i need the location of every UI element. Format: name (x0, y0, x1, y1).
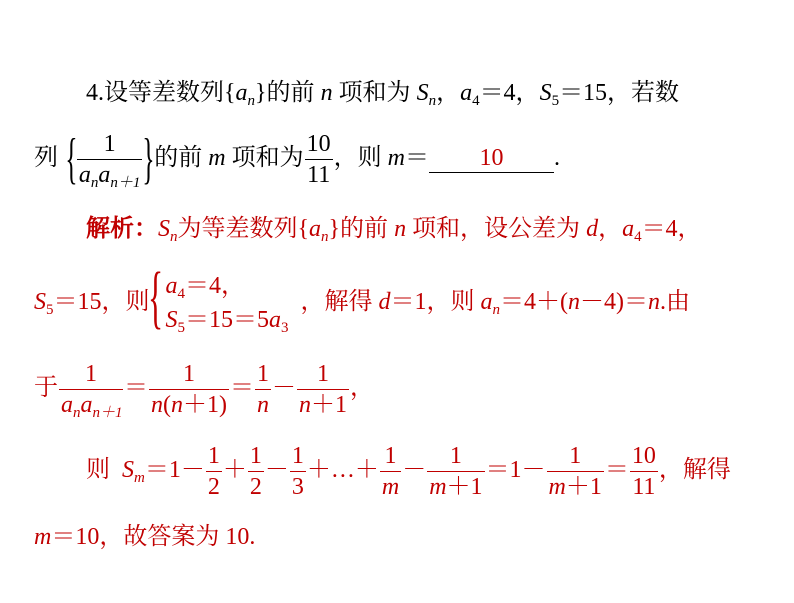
sub: m (134, 470, 145, 486)
var: a (622, 216, 635, 242)
numerator: 1 (255, 362, 271, 390)
system-row (166, 269, 289, 303)
text: ， (350, 375, 374, 401)
fraction (77, 130, 143, 191)
text: ＋…＋ (306, 457, 379, 483)
text: ＝1，则 (390, 289, 475, 315)
text: ( (163, 391, 171, 418)
var: m (34, 524, 52, 550)
numerator: 1 (77, 132, 143, 160)
sub: n (428, 93, 437, 109)
var: S (34, 289, 46, 315)
numerator: 1 (149, 362, 229, 390)
fraction (305, 132, 333, 187)
solution-line-4 (86, 438, 731, 502)
text: 项和为 (231, 145, 304, 171)
var: a (98, 161, 111, 188)
denominator: 2 (249, 473, 262, 500)
text: ＝4＋( (500, 289, 568, 315)
var: a (269, 307, 281, 334)
var: S (165, 307, 178, 334)
text: ＝ (230, 375, 254, 401)
sub: 4 (177, 286, 185, 303)
denominator: 2 (207, 473, 220, 500)
var: n (299, 391, 311, 418)
text: . (553, 145, 560, 171)
text: ＋ (222, 457, 247, 483)
sub: 5 (551, 93, 560, 109)
text: ， (598, 216, 623, 242)
text: ＝ (124, 375, 148, 401)
text: ＝10，故答案为 10. (51, 524, 256, 550)
sub: n＋1 (92, 404, 123, 421)
var: S (416, 80, 429, 106)
numerator: 1 (380, 444, 401, 472)
sub: 5 (177, 320, 185, 337)
system-row (166, 303, 289, 337)
var: a (61, 391, 73, 418)
var: n (648, 289, 660, 315)
problem-line-2 (34, 128, 560, 191)
numerator: 1 (248, 444, 264, 472)
var: S (158, 216, 170, 242)
sub: n (90, 174, 99, 191)
fraction (206, 444, 222, 499)
numerator: 1 (297, 362, 349, 390)
var: d (378, 289, 391, 315)
text: － (402, 457, 427, 483)
text: 于 (34, 375, 58, 401)
text: ， (436, 80, 461, 106)
text: 的前 (154, 145, 203, 171)
var: a (309, 216, 322, 242)
problem-line-1 (86, 78, 679, 108)
fraction (59, 360, 123, 421)
numerator: 10 (630, 444, 658, 472)
system-brace: { (147, 259, 163, 337)
text: ＝4， (185, 273, 245, 300)
denominator: 3 (291, 473, 304, 500)
sub: n＋1 (110, 174, 141, 191)
var: a (165, 273, 178, 300)
text: }的前 (255, 80, 315, 106)
solution-line-3 (34, 356, 374, 420)
denominator: 11 (307, 161, 331, 188)
var: a (480, 289, 493, 315)
sub: n (492, 302, 500, 318)
var: a (460, 80, 473, 106)
var: n (394, 216, 407, 242)
text: ＝ (604, 457, 629, 483)
text: ＝15，则 (53, 289, 150, 315)
var: a (235, 80, 248, 106)
numerator: 1 (427, 444, 484, 472)
left-brace: { (65, 128, 78, 191)
sub: 4 (634, 229, 642, 245)
sub: 5 (46, 302, 54, 318)
text: 项和，设公差为 (412, 216, 581, 242)
sub: n (321, 229, 329, 245)
var: n (320, 80, 333, 106)
var: a (78, 161, 91, 188)
sub: 3 (281, 320, 289, 337)
fraction (427, 444, 484, 499)
fraction (547, 444, 604, 499)
text: ，解得 (658, 457, 731, 483)
sub: n (247, 93, 256, 109)
sub: n (170, 229, 178, 245)
text: 为等差数列{ (177, 216, 310, 242)
var: m (429, 473, 447, 500)
text: ＝15＝5 (185, 307, 269, 334)
var: m (208, 145, 226, 171)
equation-system (147, 259, 289, 337)
var: n (568, 289, 580, 315)
var: m (381, 473, 400, 500)
var: n (151, 391, 163, 418)
var: n (171, 391, 183, 418)
var: a (80, 391, 93, 418)
solution-line-2 (34, 259, 690, 340)
text: ，解得 (300, 289, 373, 315)
var: S (122, 457, 134, 483)
sub: 4 (472, 93, 480, 109)
text: ＝4， (479, 80, 540, 106)
text: ＝15，若数 (559, 80, 680, 106)
var: m (548, 473, 566, 500)
fraction (630, 444, 658, 499)
fraction (248, 444, 264, 499)
text: － (272, 375, 296, 401)
right-brace: } (142, 128, 155, 191)
fraction (297, 362, 349, 417)
fraction (255, 362, 271, 417)
text: － (264, 457, 289, 483)
text: ＝ (404, 145, 429, 171)
text: 则 (86, 457, 110, 483)
fraction (149, 362, 229, 417)
numerator: 1 (290, 444, 306, 472)
fraction (290, 444, 306, 499)
numerator: 1 (547, 444, 604, 472)
text: ＝4， (641, 216, 702, 242)
text: ＋1 (311, 391, 347, 418)
answer-blank (429, 144, 554, 173)
answer: 10 (479, 145, 504, 171)
text: ＋1 (565, 473, 602, 500)
text: 设等差数列{ (104, 80, 236, 106)
text: .由 (660, 289, 690, 315)
solution-line-1 (86, 214, 702, 244)
text: 列 (34, 145, 58, 171)
var: m (387, 145, 405, 171)
text: ＝1－ (144, 457, 205, 483)
sub: n (73, 404, 81, 421)
denominator: 11 (632, 473, 656, 500)
problem-number: 4. (86, 80, 104, 106)
var: d (586, 216, 599, 242)
var: S (539, 80, 552, 106)
numerator: 1 (206, 444, 222, 472)
text: ＝1－ (485, 457, 546, 483)
text: ，则 (333, 145, 382, 171)
var: n (257, 391, 269, 418)
text: －4)＝ (580, 289, 648, 315)
text: 项和为 (338, 80, 411, 106)
fraction (380, 444, 401, 499)
numerator: 10 (305, 132, 333, 160)
solution-label: 解析： (86, 216, 158, 242)
text: }的前 (328, 216, 389, 242)
numerator: 1 (59, 362, 123, 390)
text: ＋1) (183, 391, 227, 418)
text: ＋1 (446, 473, 483, 500)
solution-line-5 (34, 522, 255, 552)
